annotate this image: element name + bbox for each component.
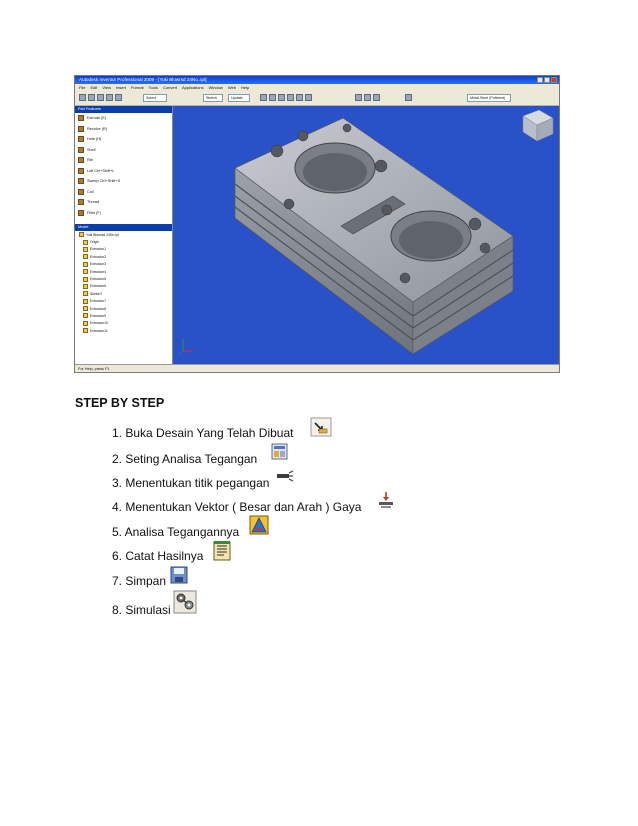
fixed-constraint-icon	[276, 469, 294, 483]
extrude-icon	[78, 115, 84, 121]
tree-root: Yoki Blowrsd 24No.ipt	[75, 231, 172, 238]
step-7	[112, 574, 166, 588]
fillet-icon	[78, 210, 84, 216]
sweep-icon	[78, 178, 84, 184]
step-label: 4. Menentukan Vektor ( Besar dan Arah ) Gaya	[112, 500, 362, 514]
zoom-window-icon	[269, 94, 276, 101]
left-panel	[75, 106, 173, 364]
tree-item: Extrusion5	[75, 275, 172, 282]
step-label: 3. Menentukan titik pegangan	[112, 476, 270, 490]
menu-file: File	[79, 85, 86, 90]
inventor-screenshot	[74, 75, 560, 373]
shaded-display-icon	[355, 94, 362, 101]
feature-shell: Shell	[75, 145, 172, 156]
status-bar: For Help, press F1	[75, 364, 559, 372]
loft-icon	[78, 168, 84, 174]
window-title: Autodesk Inventor Professional 2009 - [Yoki Blowrsd 24No..ipt]	[75, 76, 559, 84]
close-icon	[551, 77, 557, 83]
tree-item: Extrusion3	[75, 261, 172, 268]
shell-icon	[78, 147, 84, 153]
hole-icon	[78, 136, 84, 142]
browser-title: Model	[75, 224, 172, 231]
feature-coil: Coil	[75, 187, 172, 198]
select-dropdown: Select	[143, 94, 167, 102]
step-8	[112, 603, 171, 617]
menu-format: Format	[130, 85, 144, 90]
step-label: 2. Seting Analisa Tegangan	[112, 452, 258, 466]
menu-web: Web	[227, 85, 236, 90]
shadow-icon	[364, 94, 371, 101]
tree-item: Extrusion11	[75, 327, 172, 334]
feature-sweep: Sweep Ctrl+Shift+S	[75, 176, 172, 187]
extrusion-icon	[83, 247, 88, 252]
feature-loft: Loft Ctrl+Shift+L	[75, 166, 172, 177]
extrusion-icon	[83, 284, 88, 289]
feature-extrude: Extrude (E)	[75, 113, 172, 124]
run-stress-analysis-icon	[249, 515, 269, 535]
step-label: 7. Simpan	[112, 574, 167, 588]
step-4	[112, 500, 361, 514]
step-label: 1. Buka Desain Yang Telah Dibuat	[112, 426, 294, 440]
menu-help: Help	[240, 85, 250, 90]
save-icon	[170, 566, 188, 584]
window-buttons	[537, 77, 557, 83]
step-label: 6. Catat Hasilnya	[112, 549, 204, 563]
tree-item: Extrusion10	[75, 320, 172, 327]
minimize-icon	[537, 77, 543, 83]
maximize-icon	[544, 77, 550, 83]
feature-fillet: Fillet (F)	[75, 208, 172, 219]
feature-hole: Hole (H)	[75, 134, 172, 145]
step-heading: STEP BY STEP	[75, 396, 165, 410]
extrusion-icon	[83, 306, 88, 311]
sketch-icon	[83, 291, 88, 296]
rotate-icon	[287, 94, 294, 101]
open-design-icon	[310, 417, 332, 437]
cylinder-block-model	[173, 106, 559, 364]
report-icon	[213, 540, 232, 561]
menu-edit: Edit	[90, 85, 98, 90]
step-label: 8. Simulasi	[112, 603, 171, 617]
tree-item: Extrusion6	[75, 283, 172, 290]
material-dropdown: Metal-Steel (Polished)	[467, 94, 511, 102]
step-6	[112, 549, 203, 563]
menu-view: View	[102, 85, 111, 90]
extrusion-icon	[83, 321, 88, 326]
menu-window: Window	[208, 85, 223, 90]
tree-item: Extrusion7	[75, 298, 172, 305]
tree-item: Extrusion2	[75, 253, 172, 260]
pan-icon	[278, 94, 285, 101]
thread-icon	[78, 199, 84, 205]
sketch-button: Sketch	[203, 94, 223, 102]
extrusion-icon	[83, 328, 88, 333]
update-button: Update	[228, 94, 250, 102]
look-at-icon	[296, 94, 303, 101]
feature-rib: Rib	[75, 155, 172, 166]
color-icon	[405, 94, 412, 101]
extrusion-icon	[83, 254, 88, 259]
simulation-icon	[173, 590, 197, 614]
open-icon	[88, 94, 95, 101]
extrusion-icon	[83, 277, 88, 282]
camera-icon	[373, 94, 380, 101]
step-2	[112, 452, 257, 466]
redo-icon	[115, 94, 122, 101]
step-3	[112, 476, 269, 490]
save-icon	[97, 94, 104, 101]
step-1	[112, 426, 293, 440]
menu-applications: Applications	[182, 85, 204, 90]
step-5	[112, 525, 239, 539]
part-icon	[79, 232, 84, 237]
tree-item: Extrusion4	[75, 268, 172, 275]
tree-item: Extrusion9	[75, 312, 172, 319]
rib-icon	[78, 157, 84, 163]
menu-tools: Tools	[148, 85, 158, 90]
extrusion-icon	[83, 269, 88, 274]
folder-icon	[83, 240, 88, 245]
menu-convert: Convert	[163, 85, 178, 90]
force-vector-icon	[377, 491, 395, 509]
tree-item: Extrusion8	[75, 305, 172, 312]
extrusion-icon	[83, 299, 88, 304]
orbit-icon	[305, 94, 312, 101]
extrusion-icon	[83, 313, 88, 318]
tree-item: Extrusion1	[75, 246, 172, 253]
panel-title: Part Features	[75, 106, 172, 113]
feature-thread: Thread	[75, 197, 172, 208]
menu-bar	[75, 84, 559, 91]
revolve-icon	[78, 126, 84, 132]
stress-analysis-settings-icon	[271, 443, 288, 460]
toolbar	[75, 91, 559, 106]
model-viewport	[173, 106, 559, 364]
coil-icon	[78, 189, 84, 195]
undo-icon	[106, 94, 113, 101]
tree-item: Origin	[75, 238, 172, 245]
zoom-icon	[260, 94, 267, 101]
menu-insert: Insert	[115, 85, 126, 90]
feature-revolve: Revolve (R)	[75, 124, 172, 135]
extrusion-icon	[83, 262, 88, 267]
tree-item: Sketch7	[75, 290, 172, 297]
step-label: 5. Analisa Tegangannya	[112, 525, 240, 539]
new-icon	[79, 94, 86, 101]
